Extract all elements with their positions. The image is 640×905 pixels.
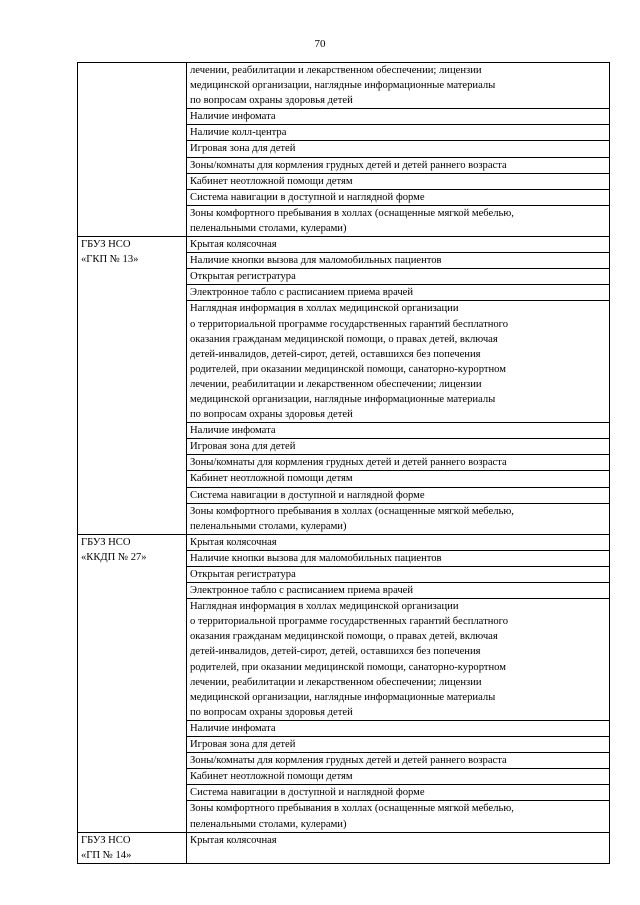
facility-item: Открытая регистратура: [190, 271, 296, 283]
facility-item: Игровая зона для детей: [190, 739, 296, 751]
facility-item: Система навигации в доступной и наглядной форме: [190, 489, 425, 501]
facility-item: Игровая зона для детей: [190, 441, 296, 453]
facility-item: Наличие инфомата: [190, 111, 276, 123]
facility-cell: [187, 157, 610, 173]
facility-cell: [187, 503, 610, 534]
table-row: [78, 832, 610, 863]
facility-cell: [187, 753, 610, 769]
facility-cell: [187, 550, 610, 566]
facility-cell: [187, 534, 610, 550]
facility-cell: [187, 832, 610, 863]
facility-cell: [187, 471, 610, 487]
facility-item: Открытая регистратура: [190, 569, 296, 580]
facilities-table-body: [78, 63, 610, 864]
facility-cell: [187, 301, 610, 423]
facilities-table: [77, 62, 610, 864]
facility-item: Система навигации в доступной и наглядной форме: [190, 787, 425, 799]
facility-cell: [187, 189, 610, 205]
facility-cell: [187, 205, 610, 236]
facility-cell: [187, 423, 610, 439]
organization-cell: [78, 63, 187, 237]
facility-cell: [187, 173, 610, 189]
organization-cell: [78, 237, 187, 535]
organization-name: ГБУЗ НСО «ККДП № 27»: [81, 536, 147, 563]
facility-cell: [187, 285, 610, 301]
facility-item: Игровая зона для детей: [190, 143, 296, 155]
facility-item: Наличие инфомата: [190, 722, 276, 734]
facility-cell: [187, 785, 610, 801]
facility-cell: [187, 567, 610, 583]
facility-cell: [187, 737, 610, 753]
facility-item: Наличие колл-центра: [190, 127, 287, 139]
facility-item: Кабинет неотложной помощи детям: [190, 473, 353, 485]
organization-cell: [78, 534, 187, 832]
organization-name: ГБУЗ НСО «ГКП № 13»: [81, 239, 139, 266]
facility-cell: [187, 801, 610, 832]
facility-cell: [187, 769, 610, 785]
facility-item: Кабинет неотложной помощи детям: [190, 771, 353, 783]
facility-item: Зоны/комнаты для кормления грудных детей и детей раннего возраста: [190, 159, 507, 171]
facility-cell: [187, 599, 610, 721]
facility-item: Наглядная информация в холлах медицинской организации о территориальной программе государственных гарантий бесплатного оказания гражданам медицинской помощи, о правах детей, включая детей-инвалидов, детей-сирот, детей, оставшихся без попечения родителей, при оказании медицинской помощи, санаторно-курортном лечении, реабилитации и лекарственном обеспечении; лицензии медицинской организации, наглядные информационные материалы по вопросам охраны здоровья детей: [190, 601, 509, 718]
facility-cell: [187, 141, 610, 157]
page-number: 70: [314, 38, 326, 50]
facility-item: Электронное табло с расписанием приема врачей: [190, 287, 414, 299]
facility-item: Зоны/комнаты для кормления грудных детей и детей раннего возраста: [190, 457, 507, 469]
facility-item: Крытая колясочная: [190, 834, 277, 846]
facility-item: Зоны комфортного пребывания в холлах (оснащенные мягкой мебелью, пеленальными столами, кулерами): [190, 207, 514, 234]
facility-item: Наличие инфомата: [190, 425, 276, 437]
facility-cell: [187, 125, 610, 141]
table-row: [78, 63, 610, 109]
facility-item: Зоны/комнаты для кормления грудных детей и детей раннего возраста: [190, 755, 507, 767]
facility-item: Электронное табло с расписанием приема врачей: [190, 585, 414, 597]
facility-cell: [187, 269, 610, 285]
facility-item: Кабинет неотложной помощи детям: [190, 175, 353, 187]
facility-cell: [187, 720, 610, 736]
facility-item: Крытая колясочная: [190, 536, 277, 548]
facility-cell: [187, 109, 610, 125]
facility-cell: [187, 237, 610, 253]
facility-item: Наличие кнопки вызова для маломобильных пациентов: [190, 552, 442, 564]
table-row: [78, 237, 610, 253]
facility-item: Система навигации в доступной и наглядной форме: [190, 191, 425, 203]
facility-cell: [187, 455, 610, 471]
facility-item: Зоны комфортного пребывания в холлах (оснащенные мягкой мебелью, пеленальными столами, кулерами): [190, 803, 514, 830]
table-row: [78, 534, 610, 550]
facility-item: Крытая колясочная: [190, 239, 277, 251]
facility-cell: [187, 253, 610, 269]
organization-cell: [78, 832, 187, 863]
facility-cell: [187, 583, 610, 599]
facility-cell: [187, 439, 610, 455]
facility-item: Наглядная информация в холлах медицинской организации о территориальной программе государственных гарантий бесплатного оказания гражданам медицинской помощи, о правах детей, включая детей-инвалидов, детей-сирот, детей, оставшихся без попечения родителей, при оказании медицинской помощи, санаторно-курортном лечении, реабилитации и лекарственном обеспечении; лицензии медицинской организации, наглядные информационные материалы по вопросам охраны здоровья детей: [190, 303, 509, 421]
facility-cell: [187, 487, 610, 503]
facility-item: лечении, реабилитации и лекарственном обеспечении; лицензии медицинской организации, наглядные информационные материалы по вопросам охраны здоровья детей: [190, 65, 496, 107]
organization-name: ГБУЗ НСО «ГП № 14»: [81, 834, 132, 861]
facility-item: Наличие кнопки вызова для маломобильных пациентов: [190, 255, 442, 267]
facility-cell: [187, 63, 610, 109]
facility-item: Зоны комфортного пребывания в холлах (оснащенные мягкой мебелью, пеленальными столами, кулерами): [190, 505, 514, 532]
